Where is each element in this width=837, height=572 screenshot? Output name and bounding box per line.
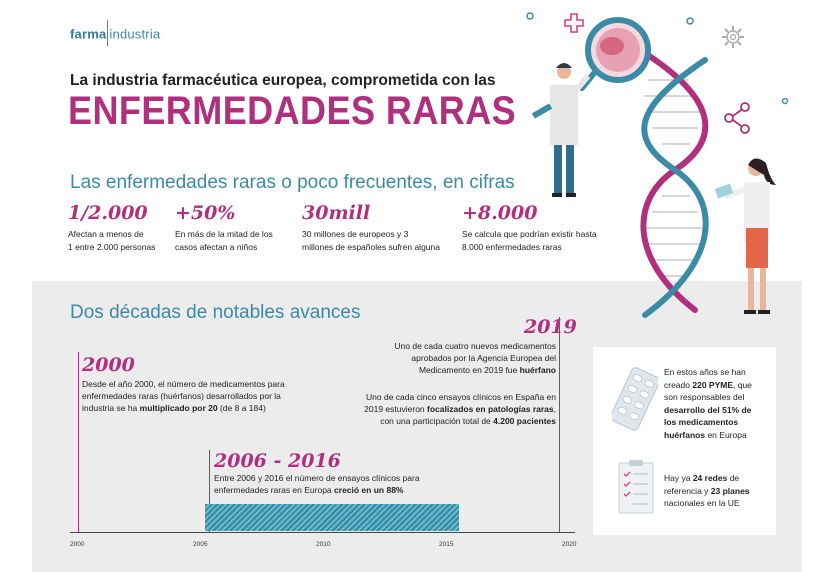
- text-bold: huérfano: [519, 365, 556, 375]
- text-bold: focalizados en patologías raras: [427, 404, 554, 414]
- marker-2000: [78, 352, 79, 532]
- axis-tick: 2010: [316, 541, 331, 548]
- card-text-2: [664, 472, 772, 510]
- axis-tick: 2005: [193, 541, 208, 548]
- text-line: Desde el año 2000, el número de medicamentos para: [82, 379, 285, 389]
- section1-title: Las enfermedades raras o poco frecuentes, en cifras: [70, 172, 515, 193]
- year-2019: 2019: [524, 316, 577, 338]
- stat-value: +50%: [175, 202, 236, 224]
- axis-tick: 2020: [562, 541, 577, 548]
- magnifier-icon: [582, 20, 648, 88]
- text-line: Uno de cada cuatro nuevos medicamentos: [394, 341, 556, 351]
- stat-value: +8.000: [462, 202, 538, 224]
- text-line: [664, 404, 772, 417]
- kicker: La industria farmacéutica europea, comprometida con las: [70, 72, 496, 89]
- text-span: de: [727, 473, 740, 483]
- section2-title: Dos décadas de notables avances: [70, 302, 361, 323]
- text-line: [320, 364, 556, 376]
- text-span: Hay ya: [664, 473, 693, 483]
- text-span: , que: [733, 379, 752, 390]
- text-bold: creció en un 88%: [334, 485, 404, 495]
- text-line: [664, 485, 772, 498]
- timeline-axis: [70, 532, 575, 533]
- text-line: [214, 484, 454, 496]
- text-span: 2019 estuvieron: [364, 404, 428, 414]
- logo-part1: farma: [70, 26, 107, 42]
- text-line: [320, 415, 556, 427]
- year-2000: 2000: [82, 354, 135, 376]
- dna-illustration: [520, 10, 820, 330]
- stat-text: millones de españoles sufren alguna: [302, 241, 440, 252]
- axis-tick: 2015: [439, 541, 454, 548]
- text-span: con una participación total de: [380, 416, 494, 426]
- text-bold: multiplicado por 20: [139, 403, 218, 413]
- text-line: son responsables del: [664, 392, 745, 402]
- text-span: Medicamento en 2019 fue: [418, 365, 520, 375]
- stat-text: 30 millones de europeos y 3: [302, 229, 409, 239]
- text-line: [82, 402, 322, 414]
- milestone-2006-text: [214, 472, 454, 496]
- text-span: industria se ha: [82, 403, 140, 413]
- stat-text: 8.000 enfermedades raras: [462, 241, 562, 252]
- logo-part2: industria: [109, 26, 161, 42]
- logo-divider: [107, 20, 108, 46]
- text-span: creado: [664, 379, 693, 390]
- logo: [70, 22, 160, 48]
- text-line: enfermedades raras (huérfanos) desarrollados por la: [82, 391, 281, 401]
- marker-2019: [559, 317, 560, 532]
- stat-text: En más de la mitad de los: [175, 229, 273, 239]
- checklist-icon: [616, 460, 656, 516]
- text-line: nacionales en la UE: [664, 498, 740, 508]
- text-line: [664, 416, 772, 429]
- text-line: [664, 472, 772, 485]
- text-line: Entre 2006 y 2016 el número de ensayos clínicos para: [214, 473, 420, 483]
- milestone-2019-text-2: [320, 391, 556, 427]
- text-line: Uno de cada cinco ensayos clínicos en España en: [366, 392, 556, 402]
- headline: ENFERMEDADES RARAS: [68, 89, 517, 133]
- milestone-2019-text-1: [320, 340, 556, 376]
- text-span: referencia y: [664, 485, 711, 496]
- milestone-2000-text: [82, 378, 322, 414]
- stat-text: Afectan a menos de: [68, 229, 144, 239]
- text-line: [664, 379, 772, 392]
- year-2006-2016: 2006 - 2016: [214, 450, 341, 472]
- text-bold: 24 redes: [692, 473, 728, 483]
- stat-value: 30mill: [302, 202, 371, 224]
- text-span: ,: [553, 404, 556, 414]
- stat-1: [68, 202, 178, 253]
- period-bar-2005-2016: [205, 504, 459, 531]
- text-bold: 4.200 pacientes: [493, 416, 556, 426]
- stat-text: casos afectan a niños: [175, 241, 258, 252]
- text-bold: huérfanos: [664, 429, 706, 440]
- text-span: enfermedades raras en Europa: [214, 485, 335, 495]
- text-bold: 23 planes: [710, 485, 750, 496]
- text-line: En estos años se han: [664, 367, 746, 377]
- stat-text: 1 entre 2.000 personas: [68, 241, 156, 252]
- text-line: [664, 429, 772, 442]
- axis-tick: 2000: [70, 541, 85, 548]
- pill-blister-icon: [612, 366, 658, 432]
- text-span: (de 8 a 184): [217, 403, 266, 413]
- text-line: [320, 403, 556, 415]
- text-bold: los medicamentos: [664, 417, 739, 427]
- stat-2: [175, 202, 300, 253]
- stat-value: 1/2.000: [68, 202, 148, 224]
- stat-text: Se calcula que podrían existir hasta: [462, 229, 597, 239]
- text-span: en Europa: [705, 429, 747, 440]
- card-text-1: [664, 366, 772, 441]
- text-bold: 220 PYME: [692, 379, 733, 390]
- text-line: aprobados por la Agencia Europea del: [411, 353, 556, 363]
- stat-3: [302, 202, 462, 253]
- text-bold: desarrollo del 51% de: [664, 404, 752, 415]
